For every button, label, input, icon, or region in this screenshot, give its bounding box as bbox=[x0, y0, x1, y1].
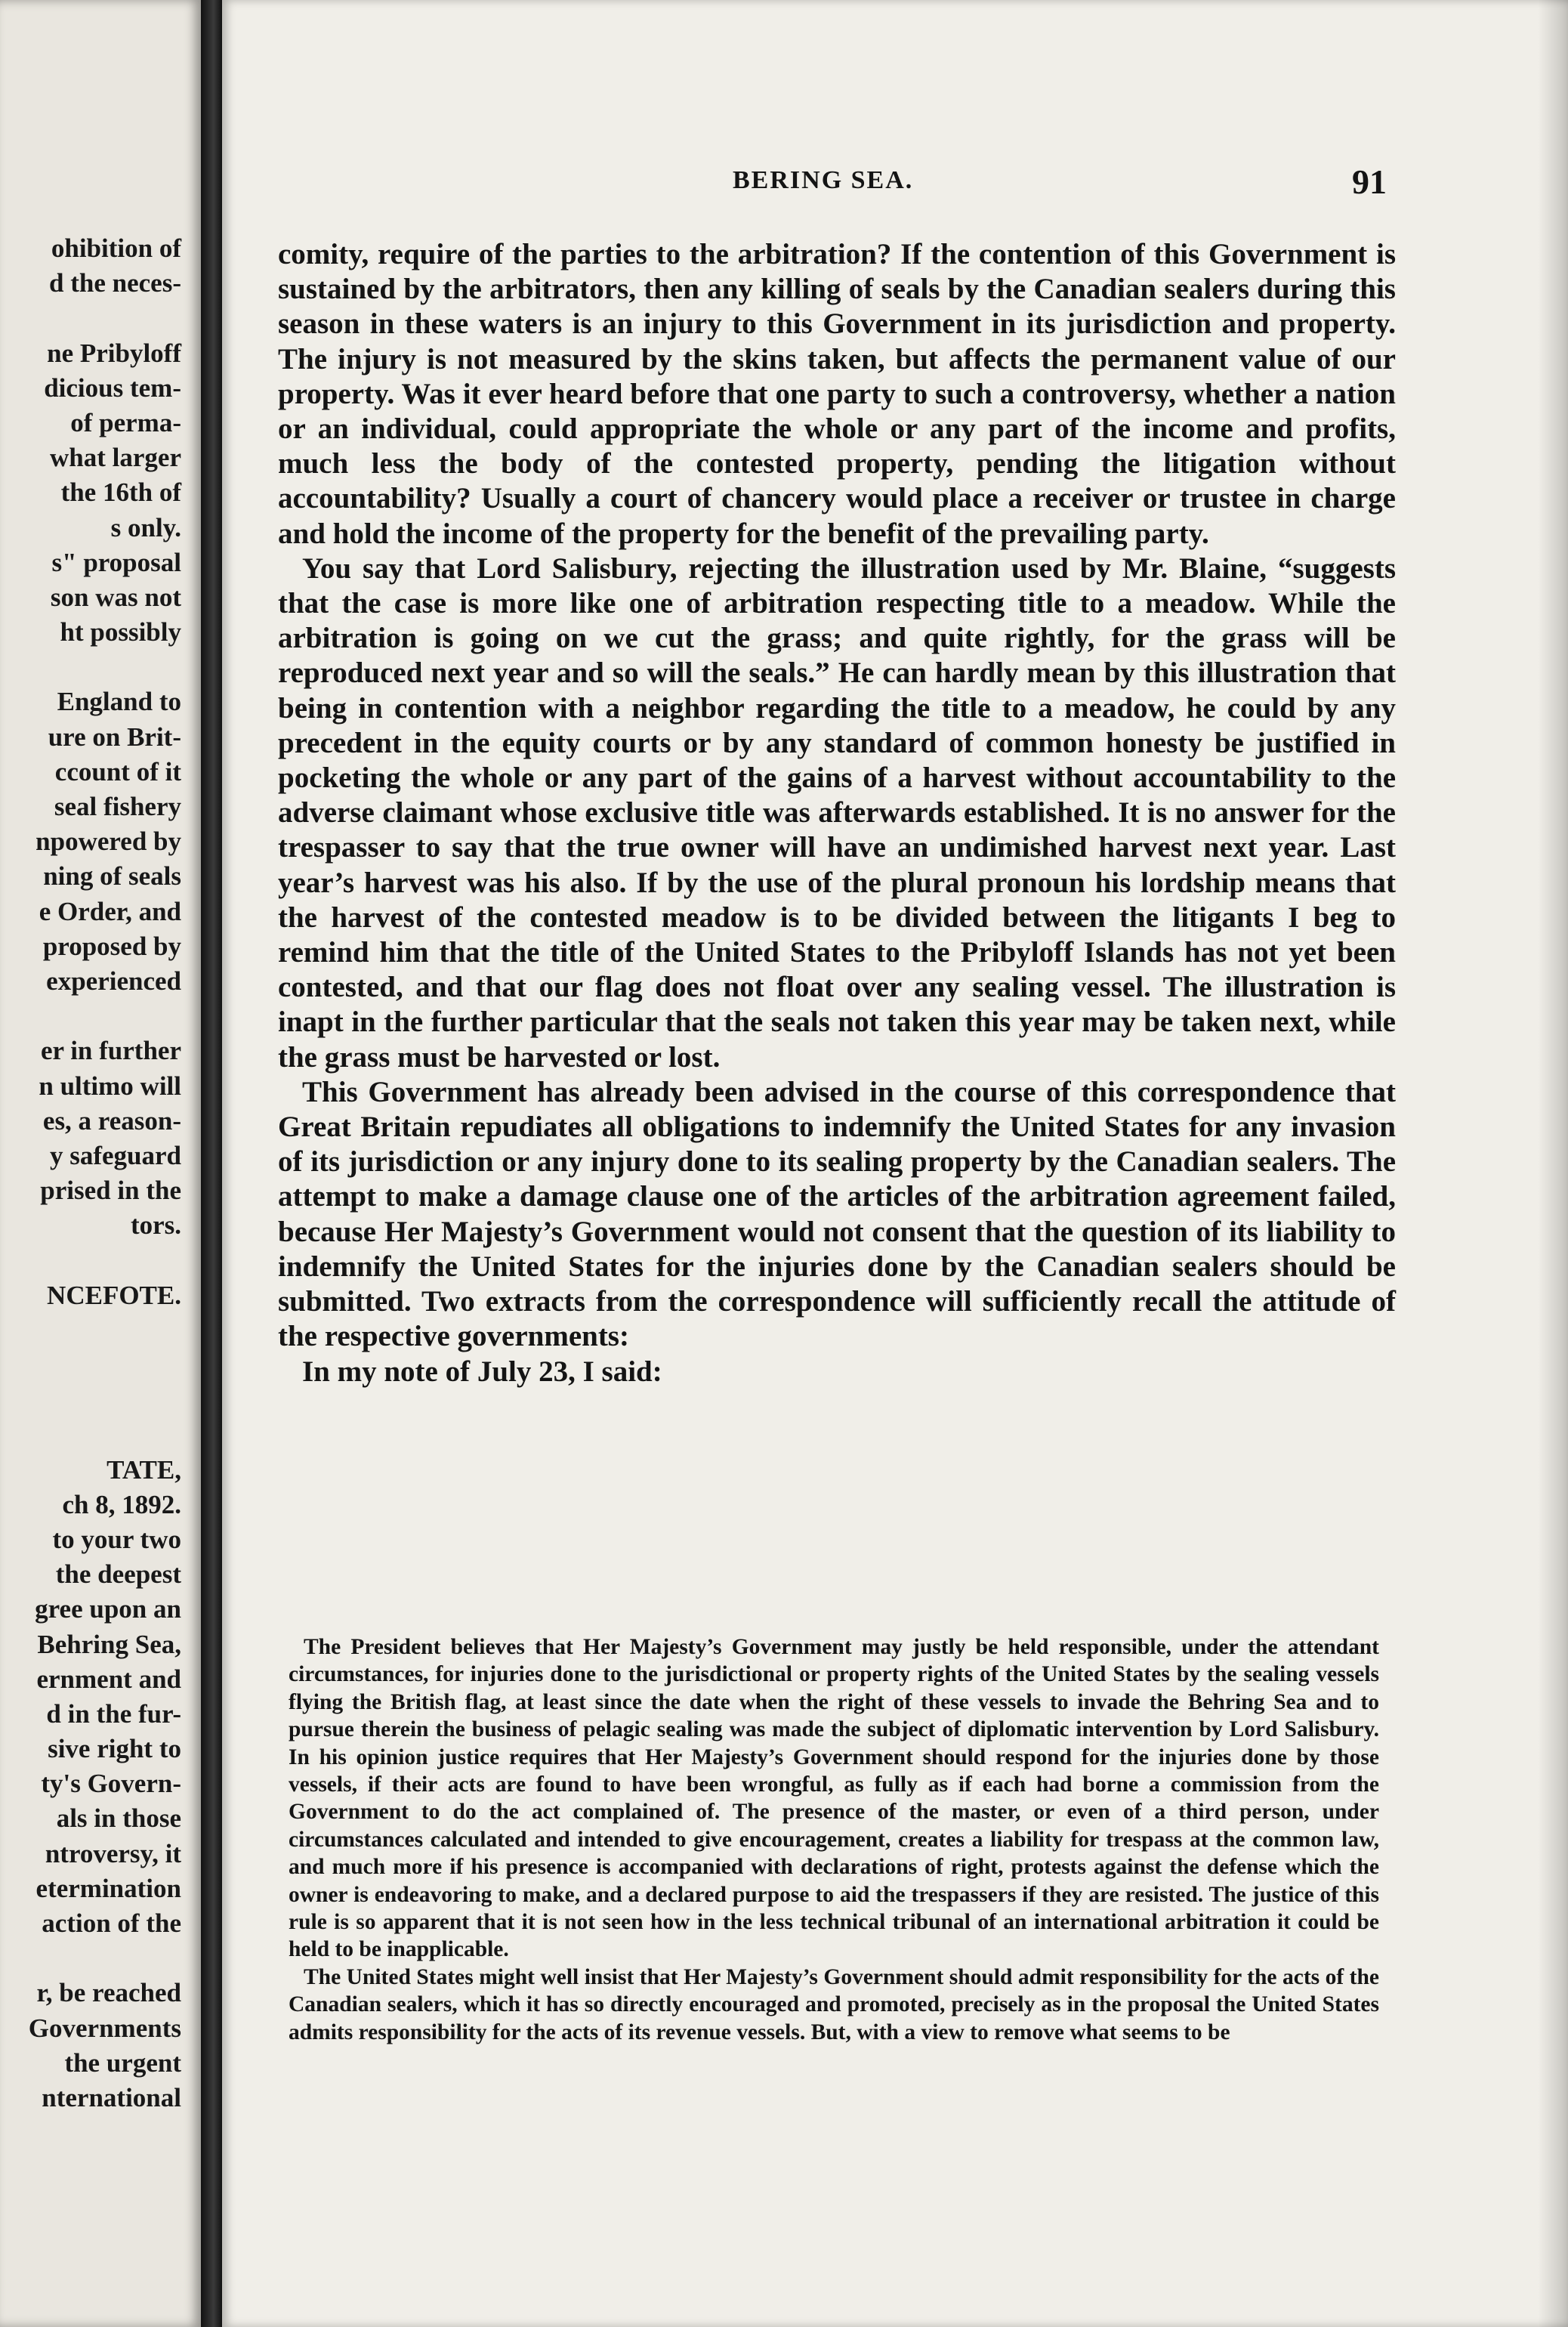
running-head: BERING SEA. bbox=[733, 166, 914, 194]
left-page-line bbox=[0, 999, 181, 1034]
left-page-line bbox=[0, 1941, 181, 1976]
quote-paragraph-2: The United States might well insist that Her Majesty’s Government should admit responsibility for the acts of the Canadian sealers, which it has so directly encouraged and promoted, precisely as in the proposal the United States admits responsibility for the acts of its revenue vessels. But, with a view to remove what seems to be bbox=[289, 1964, 1379, 2044]
block-quote bbox=[289, 1633, 1379, 2046]
left-page-line: dicious tem- bbox=[44, 372, 181, 403]
left-page-line: er in further bbox=[41, 1036, 181, 1066]
right-page bbox=[222, 0, 1568, 2327]
paragraph-1: comity, require of the parties to the arbitration? If the contention of this Government is sustained by the arbitrators, then any killing of seals by the Canadian sealers during this season in these waters is an injury to this Government in its jurisdiction and property. The injury is not measured by the skins taken, but affects the permanent value of our property. Was it ever heard before that one party to such a controversy, whether a nation or an individual, could appropriate the whole or any part of the income and profits, much less the body of the contested property, pending the litigation without accountability? Usually a court of chancery would place a receiver or trustee in charge and hold the income of the property for the benefit of the prevailing party. bbox=[278, 238, 1396, 550]
left-page-line bbox=[0, 301, 181, 335]
left-page-line: tors. bbox=[130, 1210, 181, 1241]
paragraph-4: In my note of July 23, I said: bbox=[302, 1355, 662, 1388]
left-page-line: the deepest bbox=[55, 1559, 181, 1590]
left-page-line: npowered by bbox=[35, 827, 181, 857]
left-page-line bbox=[0, 1243, 181, 1278]
left-page-line: etermination bbox=[35, 1873, 181, 1903]
left-page-line bbox=[0, 1417, 181, 1452]
paragraph-2: You say that Lord Salisbury, rejecting the illustration used by Mr. Blaine, “suggests that the case is more like one of arbitration respecting title to a meadow. While the arbitration is going on we cut the grass; and quite rightly, for the grass will be reproduced next year and so will the seals.” He can hardly mean by this illustration that being in contention with a neighbor regarding the title to a meadow, he could by any precedent in the equity courts or by any standard of common honesty be justified in pocketing the whole or any part of the gains of a harvest without accountability to the adverse claimant whose exclusive title was afterwards established. It is no answer for the trespasser to say that the true owner will have an undimished harvest next year. Last year’s harvest was his also. If by the use of the plural pronoun his lordship means that the harvest of the contested meadow is to be divided between the litigants I beg to remind him that the title of the United States to the Pribyloff Islands has not yet been contested, and that our flag does not float over any sealing vessel. The illustration is inapt in the further particular that the seals not taken this year may be taken next, while the grass must be harvested or lost. bbox=[278, 552, 1396, 1074]
left-page-line: NCEFOTE. bbox=[47, 1280, 181, 1310]
left-page-line bbox=[0, 1313, 181, 1348]
left-page-line: es, a reason- bbox=[42, 1105, 181, 1136]
left-page-line: ch 8, 1892. bbox=[62, 1489, 181, 1519]
left-page-line: ccount of it bbox=[54, 756, 181, 786]
page-edge-shadow bbox=[1538, 0, 1568, 2327]
left-page-line: ohibition of bbox=[51, 233, 181, 263]
left-page-line: ning of seals bbox=[43, 861, 181, 892]
left-page-line: England to bbox=[57, 687, 181, 717]
book-gutter bbox=[201, 0, 222, 2327]
left-page-line: of perma- bbox=[70, 407, 181, 437]
left-page-line: ure on Brit- bbox=[48, 722, 181, 752]
left-page-line: experienced bbox=[46, 966, 181, 996]
page-number: 91 bbox=[1352, 162, 1387, 201]
left-page-line: e Order, and bbox=[39, 896, 181, 926]
paragraph-3: This Government has already been advised in the course of this correspondence that Great Britain repudiates all obligations to indemnify the United States for any invasion of its jurisdiction or any injury done to its sealing property by the Canadian sealers. The attempt to make a damage clause one of the articles of the arbitration agreement failed, because Her Majesty’s Government would not consent that the question of its liability to indemnify the United States for the injuries done by the Canadian sealers should be submitted. Two extracts from the correspondence will sufficiently recall the attitude of the respective governments: bbox=[278, 1075, 1396, 1353]
left-page-line: als in those bbox=[56, 1803, 181, 1834]
left-page-line bbox=[0, 650, 181, 685]
left-page-line: n ultimo will bbox=[39, 1071, 181, 1101]
left-page-line: to your two bbox=[52, 1524, 181, 1554]
left-page-line: Governments bbox=[28, 2013, 181, 2043]
left-page-text bbox=[0, 231, 181, 2115]
page-header bbox=[222, 162, 1568, 207]
left-page-line: sive right to bbox=[48, 1734, 181, 1764]
left-page bbox=[0, 0, 201, 2327]
left-page-line: d the neces- bbox=[49, 268, 181, 298]
left-page-line: the urgent bbox=[64, 2047, 181, 2078]
left-page-line: prised in the bbox=[40, 1176, 181, 1206]
left-page-line: what larger bbox=[50, 443, 181, 473]
left-page-line: Behring Sea, bbox=[37, 1629, 181, 1659]
left-page-line: ht possibly bbox=[60, 617, 181, 647]
left-page-line: action of the bbox=[42, 1908, 181, 1938]
left-page-line: s only. bbox=[110, 512, 181, 542]
left-page-line bbox=[0, 1383, 181, 1417]
left-page-line: the 16th of bbox=[60, 477, 181, 508]
left-page-line: TATE, bbox=[106, 1454, 181, 1485]
quote-paragraph-1: The President believes that Her Majesty’s Government may justly be held responsible, under the attendant circumstances, for injuries done to the jurisdictional or property rights of the United States by the sealing vessels flying the British flag, at least since the date when the right of these vessels to invade the Behring Sea and to pursue therein the business of pelagic sealing was made the subject of diplomatic intervention by Lord Salisbury. In his opinion justice requires that Her Majesty’s Government should respond for the injuries done by those vessels, if their acts are found to have been wrongful, as fully as if each had borne a commission from the Government to do the act complained of. The presence of the master, or even of a third person, under circumstances calculated and intended to give encouragement, creates a liability for trespass at the common law, and much more if his presence is accompanied with declarations of right, protests against the defense which the owner is endeavoring to make, and a declared purpose to aid the trespassers if they are resisted. The justice of this rule is so apparent that it is not seen how in the less technical tribunal of an international arbitration it could be held to be inapplicable. bbox=[289, 1635, 1379, 1962]
left-page-line: son was not bbox=[50, 582, 181, 612]
left-page-line: d in the fur- bbox=[46, 1698, 181, 1729]
left-page-line: proposed by bbox=[42, 931, 181, 961]
body-text bbox=[278, 237, 1396, 1389]
left-page-line: ne Pribyloff bbox=[47, 338, 181, 368]
left-page-line: ntroversy, it bbox=[45, 1838, 181, 1868]
left-page-line: gree upon an bbox=[35, 1594, 181, 1624]
left-page-line: ernment and bbox=[36, 1664, 181, 1694]
left-page-line: ty's Govern- bbox=[41, 1769, 181, 1799]
left-page-line: nternational bbox=[42, 2082, 181, 2112]
left-page-line: r, be reached bbox=[36, 1978, 181, 2008]
left-page-line: y safeguard bbox=[49, 1140, 181, 1170]
left-page-line bbox=[0, 1348, 181, 1383]
left-page-line: seal fishery bbox=[54, 792, 181, 821]
left-page-line: s" proposal bbox=[51, 547, 181, 577]
